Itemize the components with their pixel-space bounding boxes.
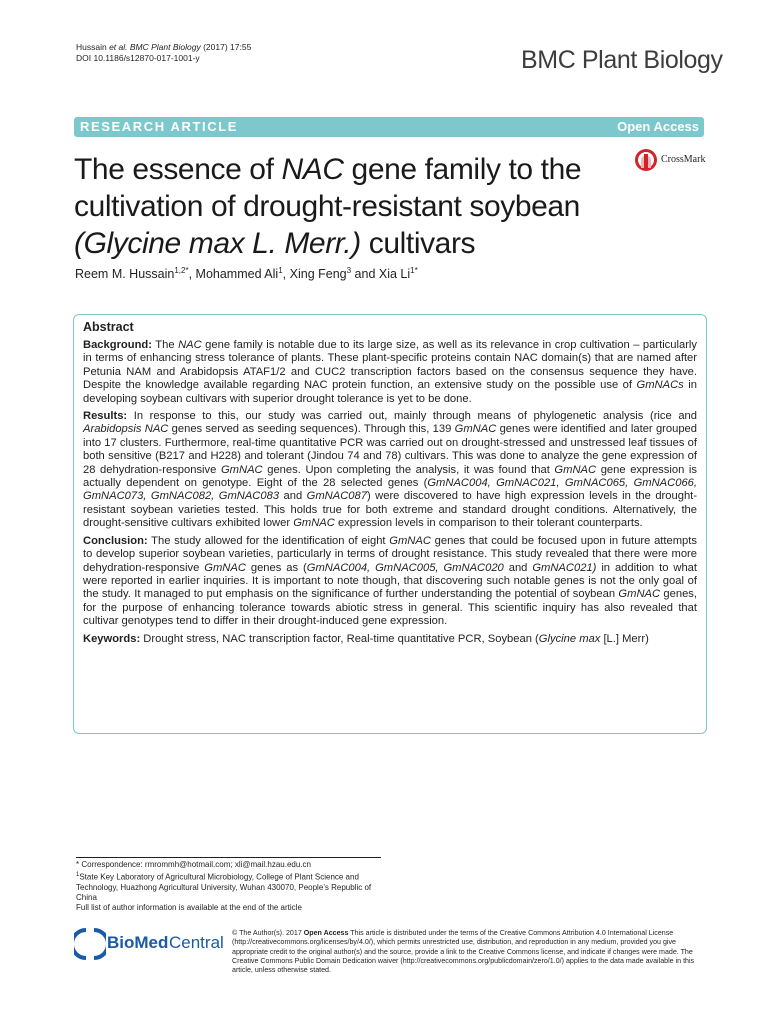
- logo-central: Central: [169, 933, 224, 952]
- license-statement: [232, 929, 702, 975]
- section-label: Keywords:: [83, 632, 141, 645]
- abstract-keywords: [83, 633, 697, 646]
- italic-term: Glycine max: [538, 632, 601, 645]
- citation-line: [76, 42, 251, 53]
- author-affiliation-marker: 1*: [410, 266, 418, 275]
- author-name: Xia Li: [378, 267, 411, 282]
- italic-term: GmNAC: [618, 588, 661, 601]
- italic-term: GmNAC004, GmNAC005, GmNAC020: [306, 561, 504, 574]
- biomed-central-logo-icon: [74, 927, 106, 961]
- title-text: cultivars: [360, 227, 476, 260]
- section-text: genes. Upon completing the analysis, it was found that: [262, 463, 555, 476]
- section-text: gene expression is actually dependent on genotype. Eight of the 28 selected genes (: [83, 463, 697, 490]
- abstract-heading: Abstract: [83, 320, 134, 334]
- title-gene: NAC: [281, 153, 344, 186]
- license-text: This article is distributed under the terms of the Creative Commons Attribution 4.0 International License (http://creativecommons.org/licenses/by/4.0/), which permits unrestricted use, distribution, and reproduction in any medium, provided you give appropriate credit to the original author(s) and the source, provide a link to the Creative Commons license, and indicate if changes were made. The Creative Commons Public Domain Dedication waiver (http://creativecommons.org/publicdomain/zero/1.0/) applies to the data made available in this article, unless otherwise stated.: [232, 929, 695, 975]
- open-access-label: Open Access: [617, 119, 699, 134]
- article-type-banner: [74, 117, 704, 137]
- abstract-results: [83, 410, 697, 531]
- section-label: Conclusion:: [83, 534, 148, 547]
- affiliation-text: State Key Laboratory of Agricultural Microbiology, College of Plant Science and Technology, Huazhong Agricultural University, Wuhan 430070, People’s Republic of China: [76, 872, 372, 902]
- author-name: Mohammed Ali: [195, 267, 279, 282]
- citation-details: (2017) 17:55: [200, 42, 252, 52]
- title-text: gene family to the cultivation of drought-resistant soybean: [74, 153, 582, 223]
- section-label: Background:: [83, 339, 152, 351]
- italic-term: GmNAC: [204, 561, 246, 574]
- author-name: Xing Feng: [289, 267, 347, 282]
- citation-doi[interactable]: DOI 10.1186/s12870-017-1001-y: [76, 53, 200, 63]
- section-text: The: [152, 339, 179, 351]
- citation-authors: Hussain: [76, 42, 110, 52]
- abstract-background: [83, 339, 697, 406]
- author-separator: ,: [188, 267, 196, 282]
- crossmark-badge[interactable]: [634, 148, 734, 172]
- italic-term: GmNAC004, GmNAC021, GmNAC065, GmNAC066, GmNAC073, GmNAC082, GmNAC083: [83, 477, 697, 503]
- section-text: gene family is notable due to its large size, as well as its relevance in crop cultivation – particularly in terms of enhancing stress tolerance of plants. These plant-specific proteins contain NAC domain(s) that are named after Petunia NAM and Arabidopsis ATAF1/2 and CUC2 transcription factors based on the consensus sequence they have. Despite the knowledge available regarding NAC protein function, an extensive study on the possible use of: [83, 339, 698, 392]
- abstract-conclusion: [83, 535, 697, 629]
- section-text: expression levels in comparison to their tolerant counterparts.: [334, 517, 643, 530]
- section-text: and: [503, 561, 533, 574]
- section-text: Drought stress, NAC transcription factor, Real-time quantitative PCR, Soybean (: [140, 632, 539, 645]
- italic-term: GmNAC: [554, 463, 597, 476]
- italic-term: GmNAC: [389, 534, 431, 547]
- author-affiliation-marker: 3: [346, 266, 352, 275]
- title-species: (Glycine max L. Merr.): [74, 227, 361, 260]
- affiliation-marker: 1: [76, 872, 80, 878]
- crossmark-icon: [634, 148, 658, 172]
- footnote-divider: [76, 857, 381, 858]
- section-text: ) were discovered to have high expression levels in the drought-resistant soybean varieties tested. This holds true for both extreme and standard drought conditions. Alternatively, the drought-sensitive cultivars exhibited lower: [83, 490, 697, 530]
- full-list-note: Full list of author information is available at the end of the article: [76, 902, 302, 912]
- citation-journal: et al. BMC Plant Biology: [109, 42, 201, 52]
- section-text: The study allowed for the identification of eight: [147, 534, 390, 547]
- footnotes: [76, 857, 386, 913]
- author-separator: and: [351, 267, 379, 282]
- license-open-access: Open Access: [303, 929, 349, 937]
- italic-term: GmNACs: [636, 379, 684, 392]
- section-text: [L.] Merr): [600, 632, 649, 645]
- logo-bio: BioMed: [107, 933, 169, 952]
- journal-title: BMC Plant Biology: [521, 46, 723, 74]
- author-list: [75, 266, 418, 281]
- biomed-central-logo: [74, 927, 224, 961]
- italic-term: NAC: [178, 339, 202, 351]
- correspondence-note: * Correspondence: rmrommh@hotmail.com; xli@mail.hzau.edu.cn: [76, 860, 311, 869]
- italic-term: GmNAC: [220, 463, 263, 476]
- crossmark-label: CrossMark: [661, 154, 706, 165]
- article-title: [74, 151, 634, 262]
- section-text: and: [279, 490, 307, 503]
- article-citation: [76, 42, 251, 64]
- italic-term: GmNAC087: [306, 490, 367, 503]
- license-prefix: © The Author(s). 2017: [232, 929, 304, 937]
- italic-term: Arabidopsis NAC: [83, 423, 169, 436]
- author-separator: ,: [282, 267, 290, 282]
- section-text: genes were identified and later grouped into 17 clusters. Furthermore, real-time quantitative PCR was carried out on drought-stressed and unstressed leaf tissues of both sensitive (B217 and H228) and tolerant (Jindou 74 and 78) cultivars. This was done to analyze the gene expression of 28 dehydration-responsive: [83, 423, 698, 476]
- italic-term: GmNAC: [293, 517, 335, 530]
- section-text: genes that could be focused upon in future attempts to develop superior soybean varieties, particularly in terms of drought resistance. This study revealed that there were more dehydration-responsive: [83, 534, 697, 574]
- section-text: genes as (: [245, 561, 307, 574]
- section-text: genes, for the purpose of enhancing tolerance towards abiotic stress in general. This scientific inquiry has also revealed that cultivar genotypes tend to differ in their drought-induced gene expression.: [83, 588, 698, 628]
- title-text: The essence of: [74, 153, 282, 186]
- section-text: in developing soybean cultivars with superior drought tolerance is yet to be done.: [83, 379, 697, 405]
- author-affiliation-marker: 1: [278, 266, 283, 275]
- affiliation-note: [76, 870, 386, 903]
- abstract-box: [73, 314, 707, 734]
- article-type-label: RESEARCH ARTICLE: [80, 119, 239, 134]
- author-name: Reem M. Hussain: [75, 267, 175, 282]
- italic-term: GmNAC021): [532, 561, 597, 574]
- section-text: genes served as seeding sequences). Through this, 139: [168, 423, 455, 436]
- author-affiliation-marker: 1,2*: [174, 266, 189, 275]
- section-text: in addition to what were reported in earlier inquiries. It is important to note though, that discovering such notable genes is not the only goal of the study. It managed to put emphasis on the significance of further understanding the potential of soybean: [83, 561, 697, 601]
- italic-term: GmNAC: [454, 423, 497, 436]
- section-label: Results:: [83, 410, 128, 423]
- section-text: In response to this, our study was carried out, mainly through means of phylogenetic analysis (rice and: [127, 410, 697, 423]
